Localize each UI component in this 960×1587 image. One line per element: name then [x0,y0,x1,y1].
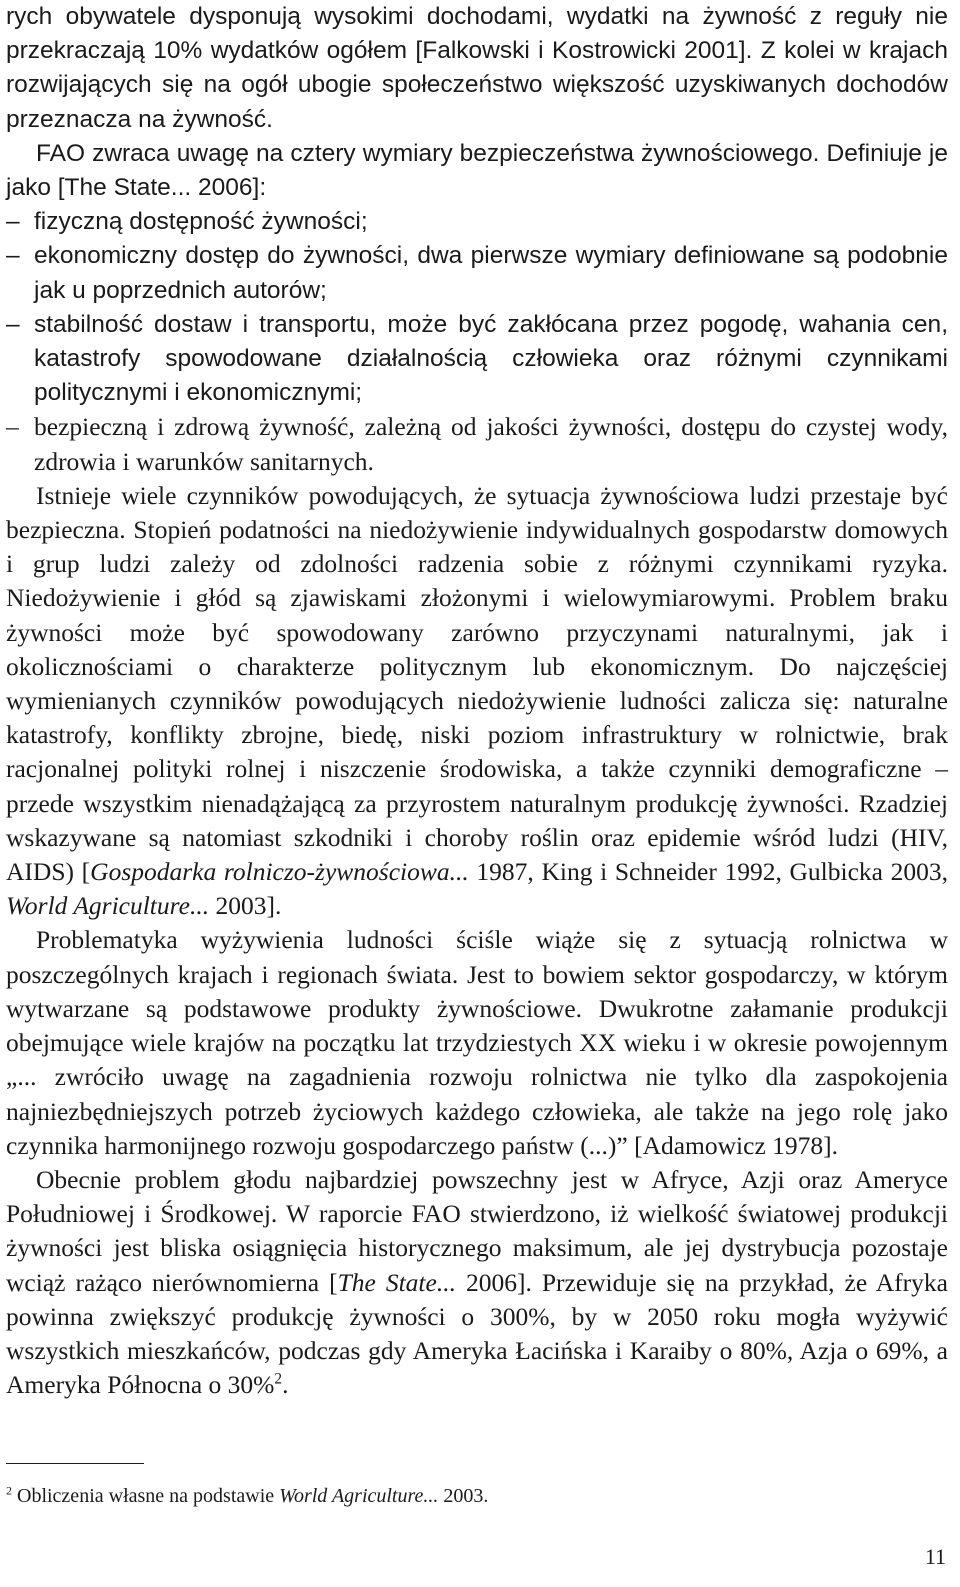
paragraph-3-text-c: 2003]. [209,891,282,921]
page-body [6,0,948,1402]
paragraph-5-text-c: . [282,1370,289,1400]
paragraph-1: rych obywatele dysponują wysokimi dochodami, wydatki na żywność z reguły nie przekraczają 10% wydatków ogółem [Falkowski i Kostrowicki 2001]. Z kolei w krajach rozwijających się na ogół ubogie społeczeństwo większość uzyskiwanych dochodów przeznacza na żywność. [6,3,948,133]
dimension-list [6,205,948,479]
dash-marker: – [6,242,20,270]
footnote-text-b: 2003. [438,1485,489,1507]
list-item-text: fizyczną dostępność żywności; [34,208,368,236]
paragraph-2: FAO zwraca uwagę na cztery wymiary bezpieczeństwa żywnościowego. Definiuje je jako [The State... 2006]: [6,139,948,202]
list-item [6,205,948,239]
dash-marker: – [6,208,20,236]
paragraph-5 [6,1163,948,1402]
paragraph-3 [6,479,948,924]
page-number: 11 [924,1544,946,1569]
citation-title: World Agriculture... [6,891,210,921]
footnote-text-a: Obliczenia własne na podstawie [12,1485,280,1507]
paragraph-4: Problematyka wyżywienia ludności ściśle wiąże się z sytuacją rolnictwa w poszczególnych krajach i regionach świata. Jest to bowiem sektor gospodarczy, w którym wytwarzane są podstawowe produkty żywnościowe. Dwukrotne załamanie produkcji obejmujące wiele krajów na początku lat trzydziestych XX wieku i w okresie powojennym „... zwróciło uwagę na zagadnienia rozwoju rolnictwa nie tylko dla zaspokojenia najniezbędniejszych potrzeb życiowych każdego człowieka, ale także na jego rolę jako czynnika harmonijnego rozwoju gospodarczego państw (...)” [Adamowicz 1978]. [6,925,948,1160]
footnote-divider [6,1463,144,1464]
paragraph-5-text-a: Obecnie problem głodu najbardziej powszechny jest w Afryce, Azji oraz Ameryce Południowej i Środkowej. W raporcie FAO stwierdzono, iż wielkość światowej produkcji żywności jest bliska osiągnięcia historycznego maksimum, ale jej dystrybucja pozostaje wciąż rażąco nierównomierna [ [6,1164,948,1297]
paragraph-3-text-b: 1987, King i Schneider 1992, Gulbicka 2003, [468,857,948,887]
list-item-text: bezpieczną i zdrową żywność, zależną od jakości żywności, dostępu do czystej wody, zdrowia i warunków sanitarnych. [34,412,948,476]
list-item [6,410,948,478]
footnote-reference[interactable]: 2 [274,1370,283,1388]
dash-marker: – [6,310,20,338]
footnote [6,1483,488,1509]
list-item [6,308,948,411]
footnote-citation-title: World Agriculture... [279,1485,439,1507]
paragraph-3-text-a: Istnieje wiele czynników powodujących, że sytuacja żywnościowa ludzi przestaje być bezpieczna. Stopień podatności na niedożywienie indywidualnych gospodarstw domowych i grup ludzi zależy od zdolności radzenia sobie z różnymi czynnikami ryzyka. Niedożywienie i głód są zjawiskami złożonymi i wielowymiarowymi. Problem braku żywności może być spowodowany zarówno przyczynami naturalnymi, jak i okolicznościami o charakterze politycznym lub ekonomicznym. Do najczęściej wymienianych czynników powodujących niedożywienie ludności zalicza się: naturalne katastrofy, konflikty zbrojne, biedę, niski poziom infrastruktury w rolnictwie, brak racjonalnej polityki rolnej i niszczenie środowiska, a także czynniki demograficzne – przede wszystkim nienadążającą za przyrostem naturalnym produkcję żywności. Rzadziej wskazywane są natomiast szkodniki i choroby roślin oraz epidemie wśród ludzi (HIV, AIDS) [ [6,480,948,887]
citation-title: The State... [337,1267,456,1297]
list-item-text: ekonomiczny dostęp do żywności, dwa pierwsze wymiary definiowane są podobnie jak u poprzednich autorów; [34,242,948,304]
dash-marker: – [6,412,19,442]
citation-title: Gospodarka rolniczo-żywnościowa... [90,857,469,887]
footnote-marker: 2 [6,1483,12,1498]
list-item [6,239,948,307]
paragraph-5-text-b: 2006]. Przewiduje się na przykład, że Afryka powinna zwiększyć produkcję żywności o 300%, by w 2050 roku mogła wyżywić wszystkich mieszkańców, podczas gdy Ameryka Łacińska i Karaiby o 80%, Azja o 69%, a Ameryka Północna o 30% [6,1267,948,1400]
list-item-text: stabilność dostaw i transportu, może być zakłócana przez pogodę, wahania cen, katastrofy spowodowane działalnością człowieka oraz różnymi czynnikami politycznymi i ekonomicznymi; [34,310,948,407]
